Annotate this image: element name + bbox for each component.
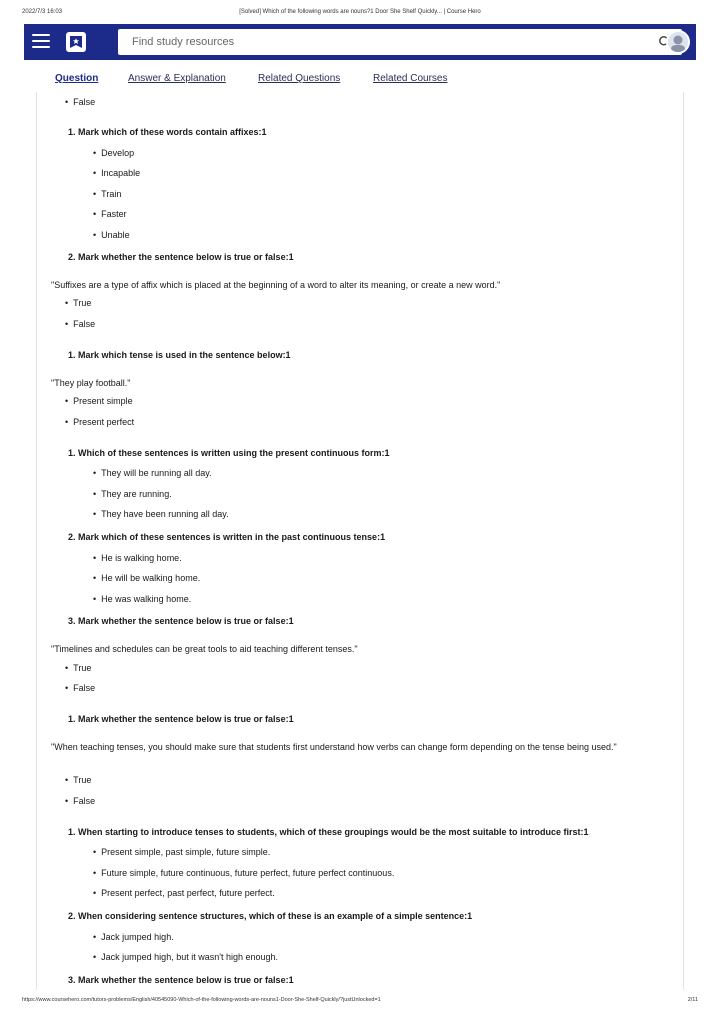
list-item: • Unable — [93, 230, 130, 240]
question-heading: 1. Mark which tense is used in the sentence below:1 — [68, 350, 291, 360]
list-item: • Present perfect — [65, 417, 135, 427]
print-footer — [22, 997, 698, 1007]
quote-text: "When teaching tenses, you should make sure that students first understand how verbs can change form depending on the tense being used." — [51, 742, 617, 752]
list-item: • Future simple, future continuous, future perfect, future perfect continuous. — [93, 868, 395, 878]
list-item: • True — [65, 775, 92, 785]
list-item: • He was walking home. — [93, 594, 192, 604]
question-heading: 1. Which of these sentences is written using the present continuous form:1 — [68, 448, 390, 458]
list-item: • Present simple, past simple, future simple. — [93, 847, 271, 857]
list-item: • He will be walking home. — [93, 573, 201, 583]
tab-answer-explanation[interactable]: Answer & Explanation — [128, 73, 226, 84]
list-item: • He is walking home. — [93, 553, 182, 563]
question-heading: 2. Mark which of these sentences is written in the past continuous tense:1 — [68, 532, 386, 542]
page-url: https://www.coursehero.com/tutors-problems/English/40545090-Which-of-the-following-words-are-nouns1-Door-She-Shelf-Quickly/?justUnlocked=1 — [22, 997, 381, 1003]
print-title: [Solved] Which of the following words are nouns?1 Door She Shelf Quickly... | Course Hero — [239, 9, 481, 15]
list-item: • False — [65, 319, 96, 329]
question-heading: 2. When considering sentence structures, which of these is an example of a simple sentence:1 — [68, 911, 473, 921]
list-item: • Incapable — [93, 168, 141, 178]
question-heading: 1. When starting to introduce tenses to students, which of these groupings would be the most suitable to introduce first:1 — [68, 827, 589, 837]
quote-text: "Suffixes are a type of affix which is placed at the beginning of a word to alter its meaning, or create a new word." — [51, 280, 501, 290]
tab-related-courses[interactable]: Related Courses — [373, 73, 448, 84]
quote-text: "Timelines and schedules can be great tools to aid teaching different tenses." — [51, 644, 358, 654]
quote-text: "They play football." — [51, 378, 131, 388]
list-item: • They will be running all day. — [93, 468, 212, 478]
hamburger-menu-icon[interactable] — [32, 34, 50, 50]
list-item: • Present simple — [65, 396, 133, 406]
print-header — [22, 9, 698, 21]
search-box — [118, 29, 682, 55]
list-item: • False — [65, 683, 96, 693]
question-heading: 1. Mark which of these words contain affixes:1 — [68, 127, 267, 137]
list-item: • Develop — [93, 148, 135, 158]
top-navbar — [24, 24, 696, 60]
list-item: • Train — [93, 189, 122, 199]
list-item: • Jack jumped high. — [93, 932, 174, 942]
list-item: • Present perfect, past perfect, future perfect. — [93, 888, 275, 898]
question-heading: 3. Mark whether the sentence below is true or false:1 — [68, 616, 294, 626]
tab-related-questions[interactable]: Related Questions — [258, 73, 341, 84]
question-heading: 3. Mark whether the sentence below is true or false:1 — [68, 975, 294, 985]
list-item: • True — [65, 298, 92, 308]
list-item: • False — [65, 97, 96, 107]
list-item: • Jack jumped high, but it wasn't high enough. — [93, 952, 278, 962]
page-number: 2/11 — [687, 997, 698, 1003]
list-item: • Faster — [93, 209, 127, 219]
course-hero-logo-icon[interactable] — [66, 32, 86, 52]
list-item: • They have been running all day. — [93, 509, 229, 519]
user-avatar[interactable] — [666, 30, 690, 54]
question-heading: 2. Mark whether the sentence below is true or false:1 — [68, 252, 294, 262]
list-item: • They are running. — [93, 489, 172, 499]
question-heading: 1. Mark whether the sentence below is true or false:1 — [68, 714, 294, 724]
print-date: 2022/7/3 16:03 — [22, 9, 63, 15]
list-item: • False — [65, 796, 96, 806]
list-item: • True — [65, 663, 92, 673]
answer-content — [36, 92, 684, 990]
search-input[interactable] — [118, 29, 638, 55]
tab-question[interactable]: Question — [55, 73, 99, 84]
